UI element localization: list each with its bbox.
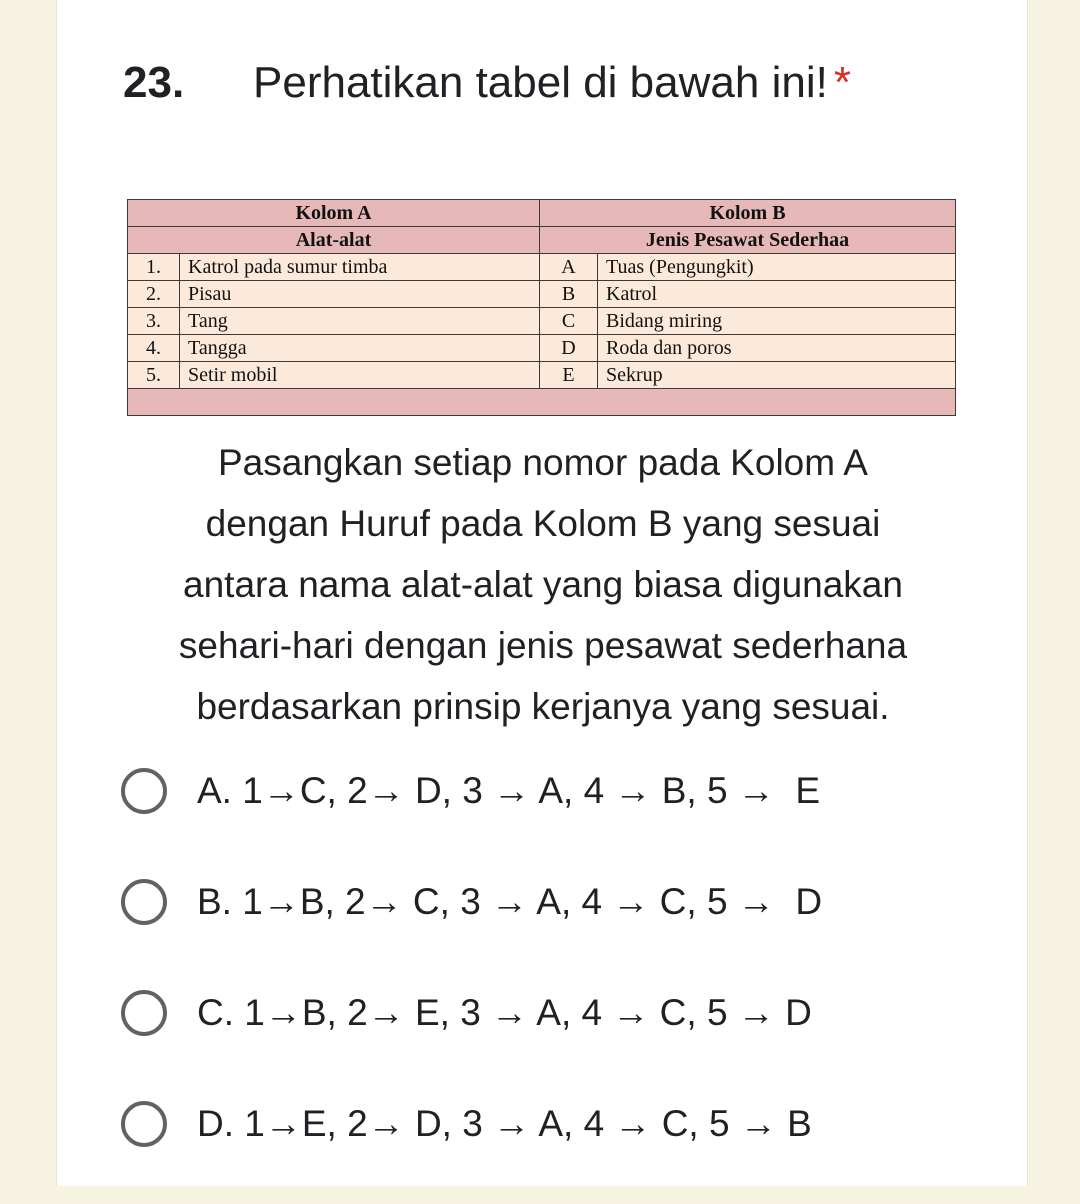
row-type: Bidang miring (598, 308, 956, 335)
option-c[interactable] (121, 982, 981, 1093)
option-label: D. 1→E, 2→ D, 3 → A, 4 → C, 5 → B (197, 1103, 812, 1144)
instruction-text (117, 432, 969, 737)
table-row (128, 281, 956, 308)
table-header-row (128, 200, 956, 227)
row-number: 2. (128, 281, 180, 308)
table-row (128, 335, 956, 362)
option-label: C. 1→B, 2→ E, 3 → A, 4 → C, 5 → D (197, 992, 812, 1033)
option-a[interactable] (121, 760, 981, 871)
row-tool: Setir mobil (180, 362, 540, 389)
table-row (128, 308, 956, 335)
row-type: Katrol (598, 281, 956, 308)
instruction-line: berdasarkan prinsip kerjanya yang sesuai. (196, 686, 890, 727)
option-d[interactable] (121, 1093, 981, 1204)
instruction-line: antara nama alat-alat yang biasa digunakan (183, 564, 903, 605)
row-type: Sekrup (598, 362, 956, 389)
answer-options (121, 760, 981, 1204)
row-letter: E (540, 362, 598, 389)
table-subheader-row (128, 227, 956, 254)
table-row (128, 362, 956, 389)
question-number: 23. (123, 58, 185, 107)
row-type: Tuas (Pengungkit) (598, 254, 956, 281)
table-row (128, 254, 956, 281)
row-tool: Katrol pada sumur timba (180, 254, 540, 281)
row-number: 3. (128, 308, 180, 335)
row-tool: Tangga (180, 335, 540, 362)
option-b[interactable] (121, 871, 981, 982)
instruction-line: dengan Huruf pada Kolom B yang sesuai (205, 503, 881, 544)
row-letter: A (540, 254, 598, 281)
table-footer-cell (128, 389, 956, 416)
subheader-alat: Alat-alat (128, 227, 540, 254)
question-table-image (127, 199, 955, 416)
radio-button-icon[interactable] (121, 879, 167, 925)
question-title: Perhatikan tabel di bawah ini! (253, 58, 828, 107)
option-label: B. 1→B, 2→ C, 3 → A, 4 → C, 5 → D (197, 881, 823, 922)
header-kolom-b: Kolom B (540, 200, 956, 227)
row-number: 5. (128, 362, 180, 389)
required-asterisk: * (833, 58, 851, 107)
row-number: 4. (128, 335, 180, 362)
row-letter: D (540, 335, 598, 362)
row-number: 1. (128, 254, 180, 281)
question-card (56, 0, 1028, 1186)
table-footer-row (128, 389, 956, 416)
row-letter: C (540, 308, 598, 335)
row-tool: Pisau (180, 281, 540, 308)
row-type: Roda dan poros (598, 335, 956, 362)
row-letter: B (540, 281, 598, 308)
radio-button-icon[interactable] (121, 990, 167, 1036)
matching-table (127, 199, 956, 416)
instruction-line: sehari-hari dengan jenis pesawat sederhana (178, 625, 908, 666)
radio-button-icon[interactable] (121, 1101, 167, 1147)
subheader-jenis: Jenis Pesawat Sederhaa (540, 227, 956, 254)
option-label: A. 1→C, 2→ D, 3 → A, 4 → B, 5 → E (197, 770, 821, 811)
instruction-line: Pasangkan setiap nomor pada Kolom A (218, 442, 868, 483)
row-tool: Tang (180, 308, 540, 335)
question-header (123, 58, 851, 108)
header-kolom-a: Kolom A (128, 200, 540, 227)
radio-button-icon[interactable] (121, 768, 167, 814)
